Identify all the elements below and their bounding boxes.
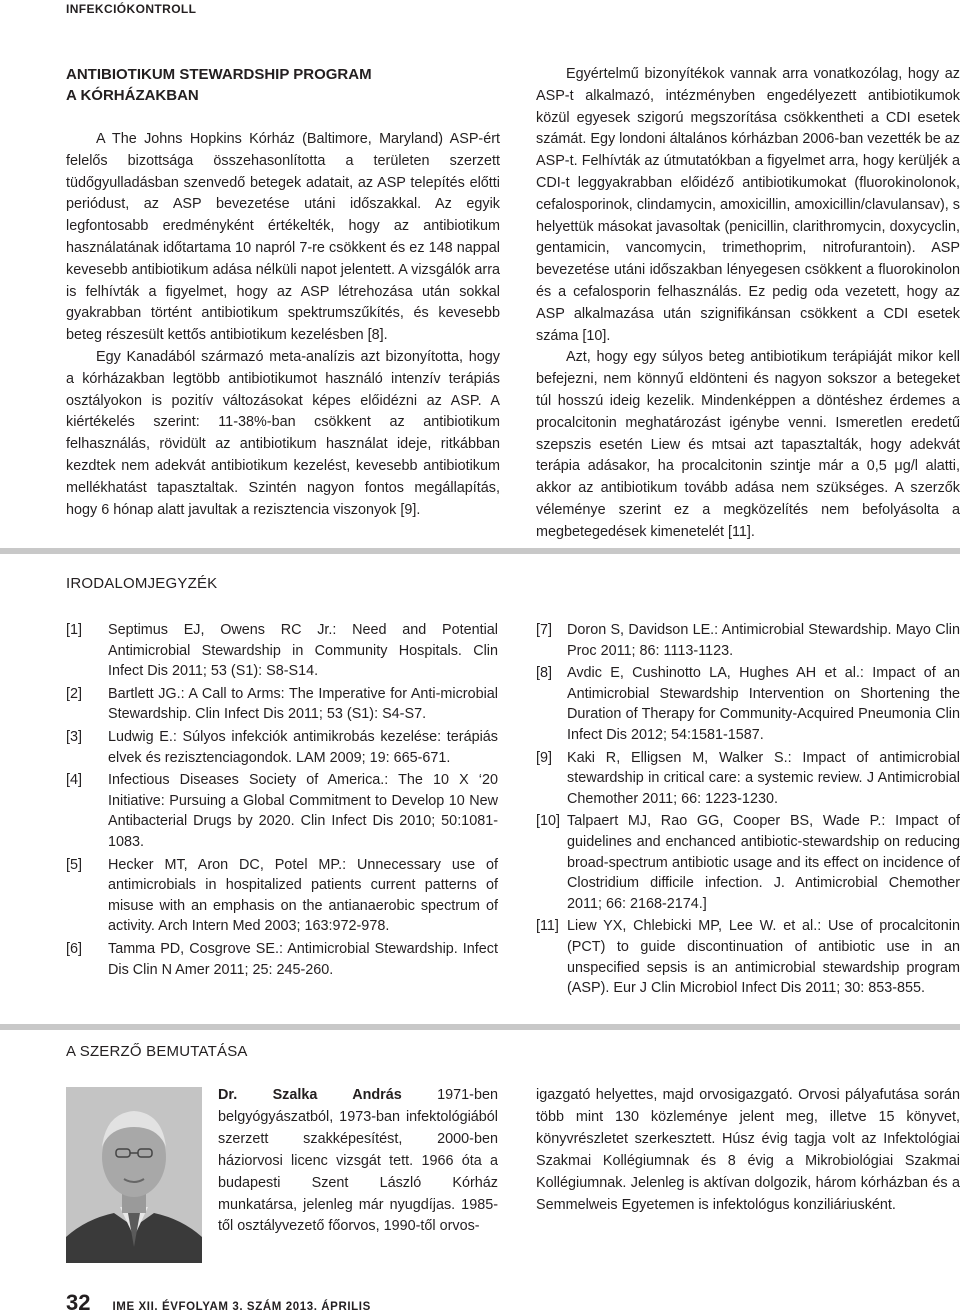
author-photo <box>66 1087 202 1263</box>
article-paragraph: Egyértelmű bizonyítékok vannak arra vonatkozólag, hogy az ASP-t alkalmazó, intézményben engedélyezett antibiotikumok közül egyesek szigorú megszorítása csökkentheti a CDI esetek számát. Egy londoni általános kórházban 2006-ban vezették be az ASP-t. Felhívták az útmutatókban a figyelmet arra, hogy kerüljék a CDI-t leggyakrabban előidéző antibiotikumokat (fluorokinolonok, cefalosporinok, clindamycin, amoxicillin, amoxicillin/clavulansav), s helyettük másokat javasoltak (penicillin, clarithromycin, doxycyclin, gentamicin, vancomycin, trimethoprim, nitrofurantoin). ASP bevezetése utáni időszakban lényegesen csökkent a fluorokinolon és a cefalosporin felhasználás. Ez pedig oda vezetett, hogy az ASP alkalmazása után szignifikánsan csökkent a CDI esetek száma [10]. <box>536 66 960 344</box>
article-title-line-2: A KÓRHÁZAKBAN <box>66 87 199 104</box>
reference-number: [10] <box>536 813 561 830</box>
reference-text: Infectious Diseases Society of America.: The 10 X ‘20 Initiative: Pursuing a Global Commitment to Develop 10 New Antibacterial Drugs by 2020. Clin Infect Dis 2010; 50:1081-1083. <box>108 772 498 850</box>
section-divider <box>0 1024 960 1030</box>
author-bio-right: igazgató helyettes, majd orvosigazgató. Orvosi pályafutása során több mint 130 közleménye jelent meg, illetve 15 könyvet, könyvrészletet szerkesztett. Húsz évig tagja volt az Infektológiai Szakmai Kollégiumnak és 8 évig a Mikrobiológiai Szakmai Kollégiumnak. Jelenleg is aktívan dolgozik, három kórházban és a Semmelweis Egyetemen is infektológus konziliáriusként. <box>536 1087 960 1213</box>
reference-item <box>66 620 498 682</box>
reference-text: Liew YX, Chlebicki MP, Lee W. et al.: Use of procalcitonin (PCT) to guide discontinuation of antibiotic use in an unspecified sepsis is an antimicrobial stewardship program (ASP). Eur J Clin Microbiol Infect Dis 2011; 30: 853-855. <box>567 918 960 997</box>
reference-text: Ludwig E.: Súlyos infekciók antimikrobás kezelése: terápiás elvek és rezisztenciagondok. LAM 2009; 19: 665-671. <box>108 728 498 766</box>
reference-number: [11] <box>536 918 559 935</box>
author-name: Dr. Szalka András <box>218 1087 402 1103</box>
page-footer <box>66 1290 371 1313</box>
author-bio-text: 1971-ben belgyógyászatból, 1973-ban infektológiából szerzett szakképesítést, 2000-ben háziorvosi licenc vizsgát tett. 1966 óta a budapesti Szent László Kórház munkatársa, jelenleg már nyugdíjas. 1985-től osztályvezető főorvos, 1990-től orvos- <box>218 1087 498 1235</box>
references-right-list <box>536 620 960 1001</box>
article-title <box>66 64 500 106</box>
page-number: 32 <box>66 1290 91 1313</box>
author-heading: A SZERZŐ BEMUTATÁSA <box>66 1043 248 1060</box>
references-left-list <box>66 620 498 982</box>
journal-info: IME XII. ÉVFOLYAM 3. SZÁM 2013. ÁPRILIS <box>112 1301 371 1313</box>
reference-item <box>536 811 960 914</box>
reference-item <box>66 855 498 937</box>
reference-text: Doron S, Davidson LE.: Antimicrobial Stewardship. Mayo Clin Proc 2011; 86: 1113-1123. <box>567 622 960 659</box>
section-divider <box>0 548 960 554</box>
reference-item <box>536 663 960 745</box>
reference-item <box>66 939 498 980</box>
references-heading: IRODALOMJEGYZÉK <box>66 575 218 592</box>
reference-number: [3] <box>66 728 82 745</box>
reference-text: Bartlett JG.: A Call to Arms: The Imperative for Anti-microbial Stewardship. Clin Infect Dis 2011; 53 (S1): S4-S7. <box>108 685 498 723</box>
reference-number: [1] <box>66 622 82 638</box>
author-bio-left <box>218 1085 498 1238</box>
reference-text: Kaki R, Elligsen M, Walker S.: Impact of antimicrobial stewardship in critical care: a systemic review. J Antimicrobial Chemother 2011; 66: 1223-1230. <box>567 749 960 807</box>
article-right-column <box>536 64 960 544</box>
reference-text: Hecker MT, Aron DC, Potel MP.: Unnecessary use of antimicrobials in hospitalized patients current patterns of misuse with an emphasis on the antianaerobic spectrum of activity. Arch Intern Med 2003; 163:972-978. <box>108 856 498 935</box>
reference-number: [5] <box>66 856 82 873</box>
article-paragraph: Azt, hogy egy súlyos beteg antibiotikum terápiáját mikor kell befejezni, nem könnyű eldönteni és nagyon sokszor a betegeket túl hosszú ideig kezelik. Mindenképpen a döntéshez érdemes a procalcitonin meghatározást igénybe venni. Ismeretlen eredetű szepszis esetén Liew és mtsai azt tapasztalták, hogy adekvát terápia adásakor, ha procalcitonin szintje már a 0,5 μg/l alatti, akkor az antibiotikum tovább adása nem szükséges. A szerzők véleménye szerint ez a megközelítés nem befolyásolta a megbetegedések kimenetelét [11]. <box>536 349 960 540</box>
reference-number: [6] <box>66 940 82 957</box>
reference-item <box>536 748 960 810</box>
reference-number: [4] <box>66 772 82 789</box>
reference-item <box>536 620 960 661</box>
reference-text: Tamma PD, Cosgrove SE.: Antimicrobial Stewardship. Infect Dis Clin N Amer 2011; 25: 245-260. <box>108 940 498 978</box>
reference-item <box>536 916 960 998</box>
article-paragraph: Egy Kanadából származó meta-analízis azt bizonyította, hogy a kórházakban legtöbb antibiotikumot használó intenzív terápiás osztályokon is pozitív változásokat képes előidézni az ASP. A kiértékelés szerint: 11-38%-ban csökkent az antibiotikum felhasználás, rövidült az antibiotikum használat ideje, ritkábban kezdtek nem adekvát antibiotikum kezelést, kevesebb antibiotikum mellékhatást tapasztaltak. Szintén nagyon fontos megállapítás, hogy 6 hónap alatt javultak a rezisztencia viszonyok [9]. <box>66 348 500 518</box>
reference-text: Talpaert MJ, Rao GG, Cooper BS, Wade P.: Impact of guidelines and enchanced antibiotic-stewardship on reducing broad-spectrum antibiotic usage and its effect on incidence of Clostridium difficile infection. J. Antimicrobial Chemother 2011; 66: 2168-2174.] <box>567 813 960 912</box>
reference-item <box>66 684 498 725</box>
reference-text: Avdic E, Cushinotto LA, Hughes AH et al.: Impact of an Antimicrobial Stewardship Intervention on Shortening the Duration of Therapy for Community-Acquired Pneumonia Clin Infect Dis 2012; 54:1581-1587. <box>567 665 960 743</box>
article-paragraph: A The Johns Hopkins Kórház (Baltimore, Maryland) ASP-ért felelős bizottsága összehasonlította a területen szerzett tüdőgyulladásban szenvedő betegek adatait, az ASP telepítés előtti periódust, az ASP bevezetése utáni időszakkal. Az egyik legfontosabb eredményként értékelték, hogy az antibiotikum használatának időtartama 10 napról 7-re csökkent és ez 148 nappal kevesebb antibiotikum adása nélküli napot jelentett. A vizsgálók arra is felhívták a figyelmet, hogy az ASP létrehozása után sokkal gyakrabban történt antibiotikum spektrumszűkítés, és kevesebb beteg részesült kettős antibiotikum kezelésben [8]. <box>66 131 500 344</box>
reference-text: Septimus EJ, Owens RC Jr.: Need and Potential Antimicrobial Stewardship in Community Hospitals. Clin Infect Dis 2011; 53 (S1): S8-S14. <box>108 622 498 680</box>
reference-item <box>66 770 498 852</box>
reference-number: [8] <box>536 665 552 682</box>
section-label: INFEKCIÓKONTROLL <box>66 2 197 16</box>
reference-number: [9] <box>536 749 552 766</box>
article-left-column <box>66 64 500 521</box>
article-title-line-1: ANTIBIOTIKUM STEWARDSHIP PROGRAM <box>66 66 372 83</box>
author-portrait-image <box>66 1087 202 1263</box>
reference-item <box>66 727 498 768</box>
reference-number: [2] <box>66 685 82 702</box>
reference-number: [7] <box>536 622 552 638</box>
